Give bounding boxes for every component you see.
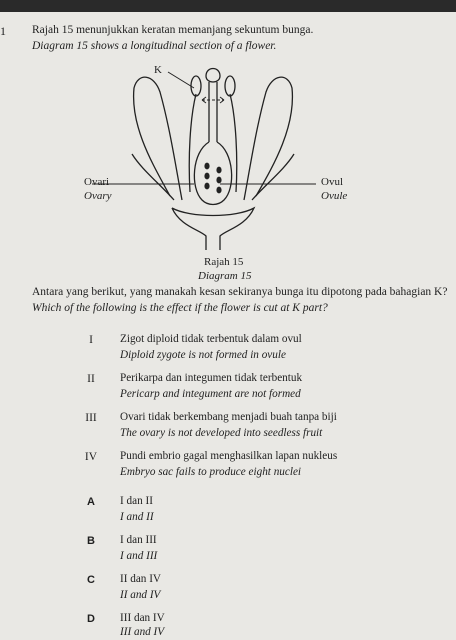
- flower-diagram: [60, 58, 360, 266]
- statement-en: The ovary is not developed into seedless fruit: [120, 427, 323, 439]
- style: [209, 82, 217, 142]
- option-d-en[interactable]: III and IV: [120, 626, 165, 638]
- option-a-ms[interactable]: I dan II: [120, 495, 153, 507]
- option-letter-a[interactable]: A: [87, 496, 95, 508]
- statement-ms: Ovari tidak berkembang menjadi buah tanpa biji: [120, 411, 337, 423]
- top-dark-bar: [0, 0, 456, 12]
- question-stem-en: Diagram 15 shows a longitudinal section of a flower.: [32, 40, 277, 52]
- option-b-ms[interactable]: I dan III: [120, 534, 157, 546]
- right-inner-petal: [252, 154, 294, 200]
- statement-ms: Zigot diploid tidak terbentuk dalam ovul: [120, 333, 302, 345]
- statement-ms: Perikarpa dan integumen tidak terbentuk: [120, 372, 303, 384]
- diagram-caption-ms: Rajah 15: [204, 256, 244, 268]
- statement-numeral: IV: [84, 451, 98, 463]
- stigma: [206, 69, 220, 83]
- label-ovule-ms: Ovul: [321, 176, 343, 188]
- statement-numeral: II: [87, 373, 95, 385]
- diagram-caption-en: Diagram 15: [198, 270, 252, 282]
- statement-ms: Pundi embrio gagal menghasilkan lapan nukleus: [120, 450, 338, 462]
- question-number: 1: [0, 24, 6, 38]
- receptacle: [172, 208, 254, 250]
- option-letter-b[interactable]: B: [87, 535, 95, 547]
- question-stem-ms: Rajah 15 menunjukkan keratan memanjang sekuntum bunga.: [32, 24, 314, 36]
- statement-en: Pericarp and integument are not formed: [120, 388, 301, 400]
- k-pointer-line: [168, 72, 194, 88]
- label-k: K: [154, 64, 162, 76]
- label-ovary-en: Ovary: [84, 190, 112, 202]
- statement-numeral: III: [85, 412, 97, 424]
- option-letter-d[interactable]: D: [87, 613, 95, 625]
- right-anther: [225, 76, 235, 96]
- left-inner-petal: [132, 154, 174, 200]
- statement-en: Diploid zygote is not formed in ovule: [120, 349, 286, 361]
- option-a-en[interactable]: I and II: [120, 511, 154, 523]
- option-c-en[interactable]: II and IV: [120, 589, 161, 601]
- ovary-wall: [194, 142, 231, 205]
- label-ovary-ms: Ovari: [84, 176, 110, 188]
- prompt-ms: Antara yang berikut, yang manakah kesan sekiranya bunga itu dipotong pada bahagian K?: [32, 286, 448, 298]
- label-ovule-en: Ovule: [321, 190, 348, 202]
- left-anther: [191, 76, 201, 96]
- right-outer-petal: [244, 77, 292, 200]
- option-b-en[interactable]: I and III: [120, 550, 158, 562]
- prompt-en: Which of the following is the effect if the flower is cut at K part?: [32, 302, 328, 314]
- option-letter-c[interactable]: C: [87, 574, 95, 586]
- statement-numeral: I: [89, 334, 93, 346]
- option-d-ms[interactable]: III dan IV: [120, 612, 165, 624]
- option-c-ms[interactable]: II dan IV: [120, 573, 162, 585]
- left-outer-petal: [134, 77, 182, 200]
- statement-en: Embryo sac fails to produce eight nuclei: [120, 466, 302, 478]
